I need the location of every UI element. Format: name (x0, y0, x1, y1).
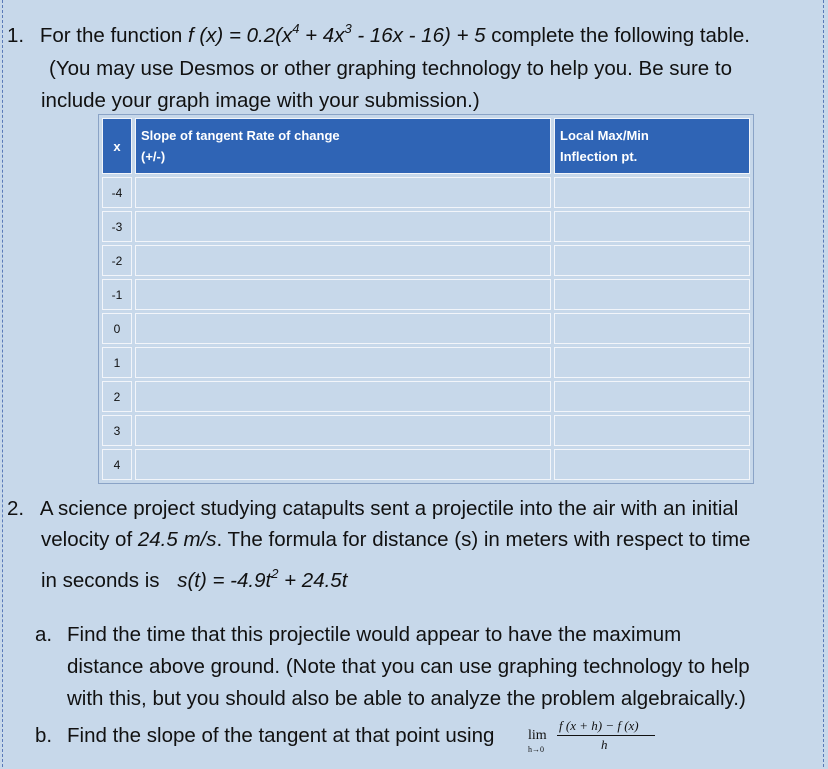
local-answer-cell[interactable] (554, 381, 750, 412)
question-1-line-2: (You may use Desmos or other graphing technology to help you. Be sure to (49, 57, 732, 80)
question-1-intro: For the function (39, 24, 183, 47)
part-a-line-2: distance above ground. (Note that you can use graphing technology to help (67, 655, 750, 678)
header-slope-line-1: Slope of tangent Rate of change (141, 128, 340, 143)
slope-answer-cell[interactable] (135, 415, 551, 446)
question-2-number: 2. (7, 497, 25, 520)
header-slope-line-2: (+/-) (141, 149, 166, 164)
question-2-text-1: A science project studying catapults sent a projectile into the air with an initial (39, 497, 739, 520)
part-b-text: Find the slope of the tangent at that point using (67, 724, 495, 747)
header-x: x (102, 118, 132, 174)
part-a-line-3: with this, but you should also be able to analyze the problem algebraically.) (67, 687, 746, 710)
local-answer-cell[interactable] (554, 313, 750, 344)
limit-symbol: lim (528, 728, 547, 743)
question-2-text-2b: . The formula for distance (s) in meters with respect to time (216, 528, 751, 551)
slope-answer-cell[interactable] (135, 449, 551, 480)
x-value-cell: 3 (102, 415, 132, 446)
table-row (102, 279, 750, 310)
table-header-row (102, 118, 750, 174)
question-1-line-3: include your graph image with your submission.) (41, 89, 480, 112)
table-row (102, 245, 750, 276)
local-answer-cell[interactable] (554, 279, 750, 310)
table-row (102, 347, 750, 378)
question-2-text-2a: velocity of (41, 528, 133, 551)
part-b-label: b. (35, 724, 53, 747)
limit-subscript: h→0 (528, 745, 544, 754)
distance-formula-a: s(t) = -4.9t (177, 569, 272, 592)
question-2-line-1 (7, 493, 738, 525)
table-row (102, 449, 750, 480)
x-value-cell: 2 (102, 381, 132, 412)
fraction-bar (557, 735, 655, 736)
x-value-cell: 1 (102, 347, 132, 378)
function-formula (187, 21, 486, 47)
local-answer-cell[interactable] (554, 347, 750, 378)
table-row (102, 381, 750, 412)
exponent-2: 2 (271, 566, 279, 581)
local-answer-cell[interactable] (554, 415, 750, 446)
velocity-value: 24.5 m/s (137, 528, 217, 551)
question-2-line-3 (41, 565, 347, 597)
formula-part-c: - 16x - 16) + 5 (351, 24, 486, 47)
table-row (102, 415, 750, 446)
distance-formula-b: + 24.5t (278, 569, 348, 592)
header-slope (135, 118, 551, 174)
x-value-cell: 0 (102, 313, 132, 344)
local-answer-cell[interactable] (554, 211, 750, 242)
question-1-line-1 (7, 20, 750, 52)
quotient-denominator: h (601, 737, 608, 752)
slope-answer-cell[interactable] (135, 245, 551, 276)
table-row (102, 177, 750, 208)
derivative-table (98, 114, 754, 484)
exponent-4: 4 (292, 21, 300, 36)
part-a-label: a. (35, 623, 53, 646)
slope-answer-cell[interactable] (135, 381, 551, 412)
header-local-line-1: Local Max/Min (560, 128, 649, 143)
x-value-cell: -3 (102, 211, 132, 242)
table-row (102, 211, 750, 242)
local-answer-cell[interactable] (554, 245, 750, 276)
table-row (102, 313, 750, 344)
header-local-max-min (554, 118, 750, 174)
question-1-number: 1. (7, 24, 25, 47)
formula-part-a: f (x) = 0.2(x (187, 24, 293, 47)
question-2-text-3: in seconds is (41, 569, 160, 592)
slope-answer-cell[interactable] (135, 313, 551, 344)
part-a-line-1: Find the time that this projectile would appear to have the maximum (67, 623, 682, 646)
header-local-line-2: Inflection pt. (560, 149, 638, 164)
x-value-cell: -4 (102, 177, 132, 208)
distance-formula (177, 566, 348, 592)
slope-answer-cell[interactable] (135, 279, 551, 310)
exponent-3: 3 (344, 21, 352, 36)
formula-part-b: + 4x (299, 24, 345, 47)
x-value-cell: 4 (102, 449, 132, 480)
slope-answer-cell[interactable] (135, 177, 551, 208)
x-value-cell: -2 (102, 245, 132, 276)
slope-answer-cell[interactable] (135, 347, 551, 378)
question-1-instruction: complete the following table. (491, 24, 750, 47)
x-value-cell: -1 (102, 279, 132, 310)
slope-answer-cell[interactable] (135, 211, 551, 242)
local-answer-cell[interactable] (554, 449, 750, 480)
question-2-line-2 (41, 524, 750, 556)
local-answer-cell[interactable] (554, 177, 750, 208)
quotient-numerator: f (x + h) − f (x) (559, 718, 639, 733)
